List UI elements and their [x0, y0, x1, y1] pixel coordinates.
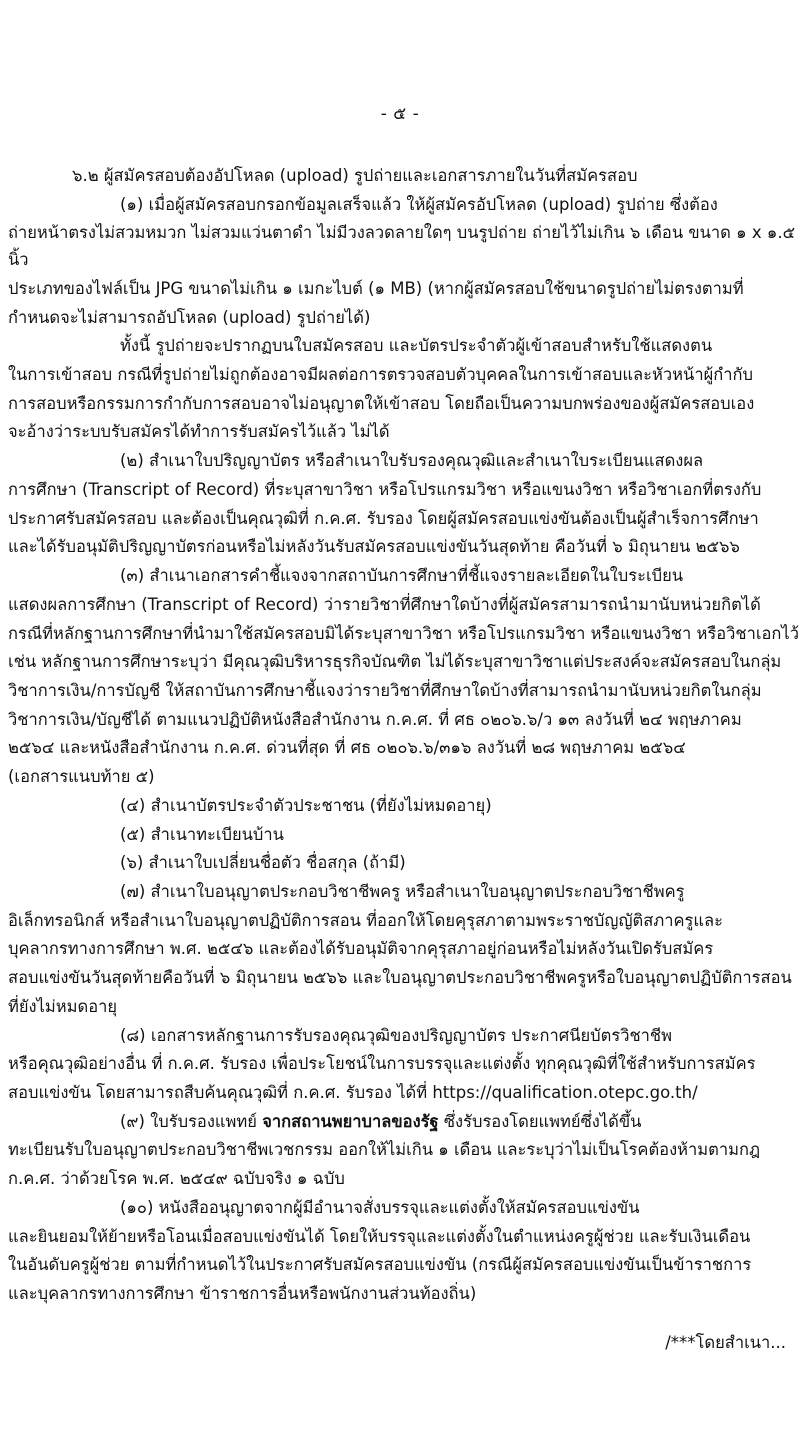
- paragraph: วิชาการเงิน/การบัญชี ให้สถาบันการศึกษาชี้แจงว่ารายวิชาที่ศึกษาใดบ้างที่สามารถนำมานับหน่วยกิตในกลุ่ม: [8, 680, 762, 700]
- paragraph: (๓) สำเนาเอกสารคำชี้แจงจากสถาบันการศึกษาที่ชี้แจงรายละเอียดในใบระเบียน: [120, 566, 684, 586]
- paragraph: ที่ยังไม่หมดอายุ: [8, 996, 118, 1016]
- paragraph: และยินยอมให้ย้ายหรือโอนเมื่อสอบแข่งขันได้ โดยให้บรรจุและแต่งตั้งในตำแหน่งครูผู้ช่วย และรับเงินเดือน: [8, 1226, 751, 1246]
- paragraph: และบุคลากรทางการศึกษา ข้าราชการอื่นหรือพนักงานส่วนท้องถิ่น): [8, 1284, 477, 1304]
- paragraph: และได้รับอนุมัติปริญญาบัตรก่อนหรือไม่หลังวันรับสมัครสอบแข่งขันวันสุดท้าย คือวันที่ ๖ มิถุนายน ๒๕๖๖: [8, 537, 740, 557]
- paragraph: ทั้งนี้ รูปถ่ายจะปรากฏบนใบสมัครสอบ และบัตรประจำตัวผู้เข้าสอบสำหรับใช้แสดงตน: [120, 336, 713, 356]
- paragraph: ในการเข้าสอบ กรณีที่รูปถ่ายไม่ถูกต้องอาจมีผลต่อการตรวจสอบตัวบุคคลในการเข้าสอบและหัวหน้าผู้กำกับ: [8, 365, 753, 385]
- paragraph-segment: (๙) ใบรับรองแพทย์: [120, 1111, 263, 1131]
- paragraph: (๖) สำเนาใบเปลี่ยนชื่อตัว ชื่อสกุล (ถ้ามี): [120, 853, 406, 873]
- paragraph: จะอ้างว่าระบบรับสมัครได้ทำการรับสมัครไว้แล้ว ไม่ได้: [8, 422, 390, 442]
- paragraph: สอบแข่งขันวันสุดท้ายคือวันที่ ๖ มิถุนายน ๒๕๖๖ และใบอนุญาตประกอบวิชาชีพครูหรือใบอนุญาตปฏิบัติการสอน: [8, 968, 792, 988]
- paragraph: บุคลากรทางการศึกษา พ.ศ. ๒๕๔๖ และต้องได้รับอนุมัติจากคุรุสภาอยู่ก่อนหรือไม่หลังวันเปิดรับสมัคร: [8, 939, 714, 959]
- paragraph-segment-bold: จากสถานพยาบาลของรัฐ: [262, 1111, 439, 1131]
- paragraph: ๖.๒ ผู้สมัครสอบต้องอัปโหลด (upload) รูปถ่ายและเอกสารภายในวันที่สมัครสอบ: [72, 166, 638, 185]
- paragraph: (๘) เอกสารหลักฐานการรับรองคุณวุฒิของปริญญาบัตร ประกาศนียบัตรวิชาชีพ: [120, 1025, 673, 1045]
- paragraph: ประกาศรับสมัครสอบ และต้องเป็นคุณวุฒิที่ ก.ค.ศ. รับรอง โดยผู้สมัครสอบแข่งขันต้องเป็นผู้สำเร็จการศึกษา: [8, 508, 759, 528]
- paragraph-with-emphasis: [8, 1109, 800, 1136]
- paragraph: (๕) สำเนาทะเบียนบ้าน: [120, 824, 284, 844]
- paragraph: แสดงผลการศึกษา (Transcript of Record) ว่ารายวิชาที่ศึกษาใดบ้างที่ผู้สมัครสามารถนำมานับหน่วยกิตได้: [8, 594, 767, 614]
- paragraph: (๗) สำเนาใบอนุญาตประกอบวิชาชีพครู หรือสำเนาใบอนุญาตประกอบวิชาชีพครู: [120, 881, 685, 901]
- paragraph: (๒) สำเนาใบปริญญาบัตร หรือสำเนาใบรับรองคุณวุฒิและสำเนาใบระเบียนแสดงผล: [120, 451, 704, 471]
- paragraph: วิชาการเงิน/บัญชีได้ ตามแนวปฏิบัติหนังสือสำนักงาน ก.ค.ศ. ที่ ศธ ๐๒๐๖.๖/ว ๑๓ ลงวันที่ ๒๔ พฤษภาคม: [8, 709, 742, 729]
- paragraph: การสอบหรือกรรมการกำกับการสอบอาจไม่อนุญาตให้เข้าสอบ โดยถือเป็นความบกพร่องของผู้สมัครสอบเอง: [8, 393, 755, 413]
- paragraph: สอบแข่งขัน โดยสามารถสืบค้นคุณวุฒิที่ ก.ค.ศ. รับรอง ได้ที่ https://qualification.otepc.go.th/: [8, 1083, 698, 1102]
- paragraph: (๔) สำเนาบัตรประจำตัวประชาชน (ที่ยังไม่หมดอายุ): [120, 795, 492, 815]
- paragraph: เช่น หลักฐานการศึกษาระบุว่า มีคุณวุฒิบริหารธุรกิจบัณฑิต ไม่ได้ระบุสาขาวิชาแต่ประสงค์จะสมัครสอบในกลุ่ม: [8, 652, 782, 672]
- paragraph: ในอันดับครูผู้ช่วย ตามที่กำหนดไว้ในประกาศรับสมัครสอบแข่งขัน (กรณีผู้สมัครสอบแข่งขันเป็นข้าราชการ: [8, 1255, 752, 1275]
- document-body: [0, 163, 800, 1308]
- paragraph: (๑๐) หนังสืออนุญาตจากผู้มีอำนาจสั่งบรรจุและแต่งตั้งให้สมัครสอบแข่งขัน: [120, 1197, 640, 1217]
- paragraph: ถ่ายหน้าตรงไม่สวมหมวก ไม่สวมแว่นตาดำ ไม่มีวงลวดลายใดๆ บนรูปถ่าย ถ่ายไว้ไม่เกิน ๖ เดือน ขนาด ๑ x ๑.๕ นิ้ว: [8, 223, 800, 270]
- paragraph: การศึกษา (Transcript of Record) ที่ระบุสาขาวิชา หรือโปรแกรมวิชา หรือแขนงวิชา หรือวิชาเอกที่ตรงกับ: [8, 479, 762, 499]
- paragraph: หรือคุณวุฒิอย่างอื่น ที่ ก.ค.ศ. รับรอง เพื่อประโยชน์ในการบรรจุและแต่งตั้ง ทุกคุณวุฒิที่ใช้สำหรับการสมัคร: [8, 1054, 756, 1074]
- paragraph: (๑) เมื่อผู้สมัครสอบกรอกข้อมูลเสร็จแล้ว ให้ผู้สมัครอัปโหลด (upload) รูปถ่าย ซึ่งต้อง: [120, 194, 718, 214]
- paragraph: ก.ค.ศ. ว่าด้วยโรค พ.ศ. ๒๕๔๙ ฉบับจริง ๑ ฉบับ: [8, 1169, 345, 1189]
- paragraph: อิเล็กทรอนิกส์ หรือสำเนาใบอนุญาตปฏิบัติการสอน ที่ออกให้โดยคุรุสภาตามพระราชบัญญัติสภาครูและ: [8, 910, 723, 930]
- paragraph: ทะเบียนรับใบอนุญาตประกอบวิชาชีพเวชกรรม ออกให้ไม่เกิน ๑ เดือน และระบุว่าไม่เป็นโรคต้องห้ามตามกฎ: [8, 1140, 761, 1160]
- paragraph: (เอกสารแนบท้าย ๕): [8, 767, 155, 787]
- paragraph-segment: ซึ่งรับรองโดยแพทย์ซึ่งได้ขึ้น: [438, 1111, 642, 1131]
- footer-note: /***โดยสำเนา...: [665, 1332, 786, 1352]
- paragraph: ประเภทของไฟล์เป็น JPG ขนาดไม่เกิน ๑ เมกะไบต์ (๑ MB) (หากผู้สมัครสอบใช้ขนาดรูปถ่ายไม่ตรงตามที่: [8, 278, 744, 298]
- paragraph: ๒๕๖๔ และหนังสือสำนักงาน ก.ค.ศ. ด่วนที่สุด ที่ ศธ ๐๒๐๖.๖/๓๑๖ ลงวันที่ ๒๘ พฤษภาคม ๒๕๖๔: [8, 738, 686, 758]
- paragraph: กำหนดจะไม่สามารถอัปโหลด (upload) รูปถ่ายได้): [8, 307, 371, 327]
- page-number: - ๕ -: [380, 104, 420, 124]
- paragraph: กรณีที่หลักฐานการศึกษาที่นำมาใช้สมัครสอบมิได้ระบุสาขาวิชา หรือโปรแกรมวิชา หรือแขนงวิชา หรือวิชาเอกไว้: [8, 623, 799, 643]
